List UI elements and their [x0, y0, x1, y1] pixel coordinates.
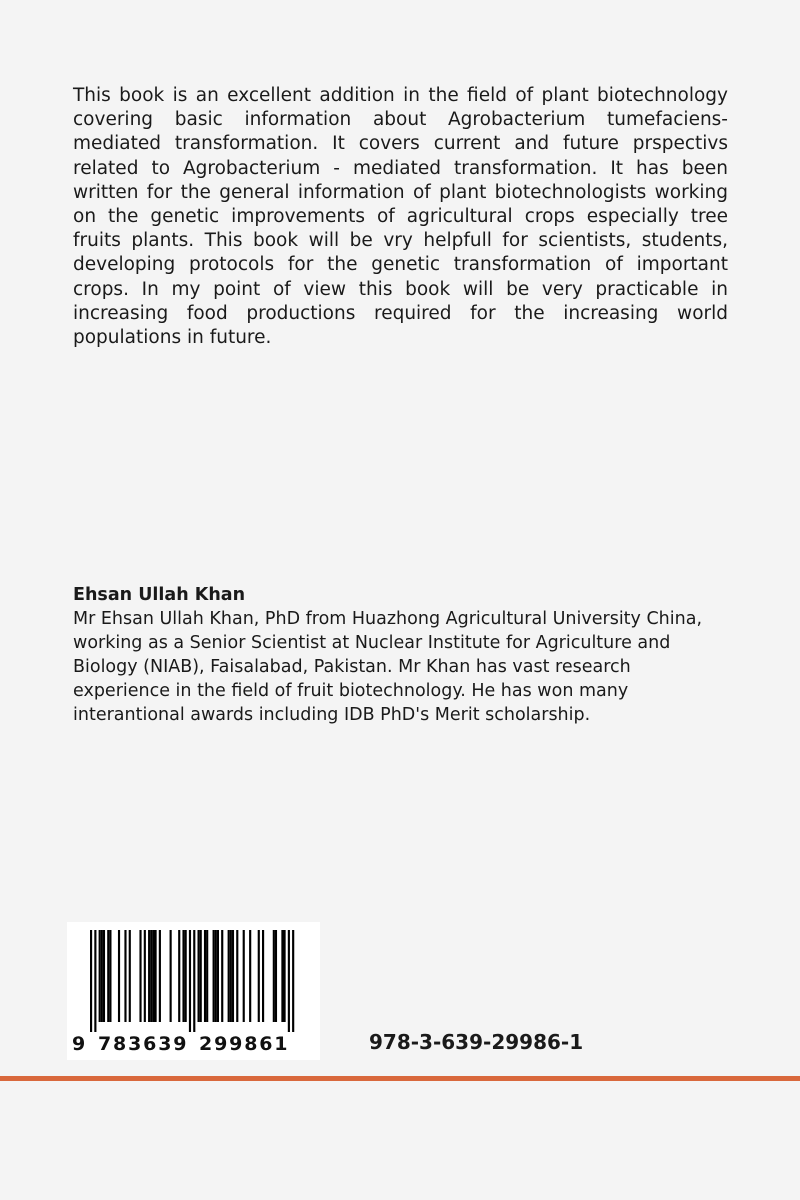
barcode-bar: [99, 930, 101, 1022]
barcode-digit: 6: [259, 1033, 273, 1055]
barcode-bar: [228, 930, 230, 1022]
barcode-digit: 6: [143, 1033, 157, 1055]
barcode-bar: [292, 930, 294, 1032]
barcode-digits: [67, 1030, 320, 1058]
barcode-bar: [90, 930, 92, 1032]
barcode-bar: [206, 930, 208, 1022]
barcode-bar: [124, 930, 126, 1022]
barcode-bar: [204, 930, 206, 1022]
barcode-bar: [236, 930, 238, 1022]
barcode-bar: [148, 930, 150, 1022]
accent-divider: [0, 1076, 800, 1081]
barcode-bar: [155, 930, 157, 1022]
barcode-bar: [249, 930, 251, 1022]
barcode-bar: [288, 930, 290, 1032]
author-section: [73, 583, 733, 727]
barcode-digit: 3: [128, 1033, 142, 1055]
barcode-bar: [109, 930, 111, 1022]
barcode-digit: 9: [72, 1033, 86, 1055]
barcode-bar: [213, 930, 215, 1022]
barcode-bar: [139, 930, 141, 1022]
barcode-bar: [118, 930, 120, 1022]
barcode-bar: [243, 930, 245, 1022]
barcode-bar: [170, 930, 172, 1022]
book-description: This book is an excellent addition in the field of plant biotechnology covering basic information about Agrobacterium tumefaciens-mediated transformation. It covers current and future prspectivs related to Agrobacterium - mediated transformation. It has been written for the general information of plant biotechnologists working on the genetic improvements of agricultural crops especially tree fruits plants. This book will be vry helpfull for scientists, students, developing protocols for the genetic transformation of important crops. In my point of view this book will be very practicable in increasing food productions required for the increasing world populations in future.: [73, 85, 728, 349]
barcode-bar: [273, 930, 275, 1022]
barcode-bar: [284, 930, 286, 1022]
barcode-bar: [198, 930, 200, 1022]
barcode-bar: [275, 930, 277, 1022]
barcode-bar: [129, 930, 131, 1022]
isbn-barcode: [67, 922, 320, 1060]
barcode-bar: [150, 930, 152, 1022]
barcode-digit: 2: [199, 1033, 213, 1055]
barcode-bar: [200, 930, 202, 1022]
barcode-bar: [262, 930, 264, 1022]
barcode-digit: 8: [244, 1033, 258, 1055]
isbn-number: 978-3-639-29986-1: [369, 1030, 584, 1054]
barcode-bar: [189, 930, 191, 1032]
barcode-digit: 9: [214, 1033, 228, 1055]
barcode-bar: [193, 930, 195, 1032]
barcode-bar: [101, 930, 103, 1022]
barcode-bar: [178, 930, 180, 1022]
barcode-digit: 8: [113, 1033, 127, 1055]
barcode-bars: [67, 922, 320, 1032]
barcode-digit: 1: [274, 1033, 288, 1055]
barcode-digit: 3: [158, 1033, 172, 1055]
barcode-bar: [107, 930, 109, 1022]
barcode-bar: [94, 930, 96, 1032]
author-name: Ehsan Ullah Khan: [73, 585, 246, 605]
barcode-bar: [258, 930, 260, 1022]
barcode-digit: 9: [173, 1033, 187, 1055]
barcode-bar: [185, 930, 187, 1022]
barcode-digit: 7: [98, 1033, 112, 1055]
barcode-bar: [281, 930, 283, 1022]
barcode-bar: [221, 930, 223, 1022]
barcode-bar: [103, 930, 105, 1022]
barcode-bar: [152, 930, 154, 1022]
barcode-bar: [217, 930, 219, 1022]
barcode-bar: [230, 930, 232, 1022]
barcode-digit: 9: [229, 1033, 243, 1055]
barcode-bar: [215, 930, 217, 1022]
barcode-bar: [144, 930, 146, 1022]
barcode-bar: [232, 930, 234, 1022]
barcode-bar: [182, 930, 184, 1022]
author-bio: Mr Ehsan Ullah Khan, PhD from Huazhong Agricultural University China, working as a Senior Scientist at Nuclear Institute for Agriculture and Biology (NIAB), Faisalabad, Pakistan. Mr Khan has vast research experience in the field of fruit biotechnology. He has won many interantional awards including IDB PhD's Merit scholarship.: [73, 609, 703, 725]
barcode-bar: [159, 930, 161, 1022]
